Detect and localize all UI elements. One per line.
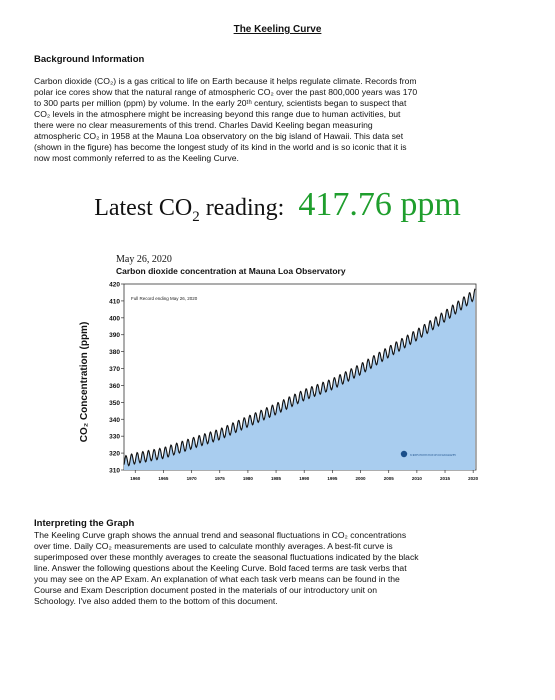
y-axis-label: CO₂ Concentration (ppm): [79, 321, 90, 443]
logo-text: SCRIPPS INSTITUTION OF OCEANOGRAPHY: [410, 453, 457, 457]
background-line: there were no clear measurements of this trend. Charles David Keeling began measuring: [34, 120, 373, 130]
interpreting-line: superimposed over these monthly averages to create the seasonal fluctuations indicated by the black: [34, 552, 419, 562]
chart-title: Carbon dioxide concentration at Mauna Loa Observatory: [116, 266, 346, 276]
y-tick-label: 350: [109, 399, 120, 407]
y-tick-label: 340: [109, 416, 120, 424]
y-tick-label: 410: [109, 298, 120, 306]
x-tick-label: 1965: [158, 476, 169, 481]
background-line: (shown in the figure) has become the longest study of its kind in the world and is so iconic that it is: [34, 142, 407, 152]
background-line: Carbon dioxide (CO₂) is a gas critical to life on Earth because it helps regulate climate. Records from: [34, 76, 417, 86]
interpreting-line: line. Answer the following questions about the Keeling Curve. Bold faced terms are task verbs that: [34, 563, 407, 573]
x-tick-label: 1975: [214, 476, 225, 481]
x-tick-label: 1990: [299, 476, 310, 481]
latest-reading-value: 417.76 ppm: [298, 186, 461, 223]
y-tick-label: 310: [109, 467, 120, 475]
background-paragraph: [34, 76, 524, 164]
latest-reading-label: [94, 195, 285, 225]
label-subscript: 2: [192, 208, 200, 225]
background-line: to 300 parts per million (ppm) by volume. In the early 20ᵗʰ century, scientists began to suspect that: [34, 98, 407, 108]
interpreting-paragraph: [34, 530, 524, 607]
y-tick-label: 330: [109, 433, 120, 441]
label-suffix: reading:: [199, 195, 285, 221]
x-tick-label: 1995: [327, 476, 338, 481]
y-tick-label: 360: [109, 382, 120, 390]
record-note: Full Record ending May 26, 2020: [131, 296, 198, 301]
interpreting-line: The Keeling Curve graph shows the annual trend and seasonal fluctuations in CO₂ concentrations: [34, 530, 407, 540]
interpreting-heading: Interpreting the Graph: [34, 518, 135, 529]
x-tick-label: 2015: [440, 476, 451, 481]
latest-reading-banner: [0, 186, 555, 226]
interpreting-line: over time. Daily CO₂ measurements are used to calculate monthly averages. A best-fit curve is: [34, 541, 393, 551]
label-prefix: Latest CO: [94, 195, 193, 221]
x-tick-label: 1960: [130, 476, 141, 481]
logo-globe-icon: [401, 451, 407, 457]
x-tick-label: 1980: [242, 476, 253, 481]
y-tick-label: 390: [109, 332, 120, 340]
y-tick-label: 420: [109, 281, 120, 289]
background-heading: Background Information: [34, 54, 145, 65]
background-line: now most commonly referred to as the Keeling Curve.: [34, 153, 239, 163]
background-line: atmospheric CO₂ in 1958 at the Mauna Loa observatory on the big island of Hawaii. This data set: [34, 131, 404, 141]
y-tick-label: 370: [109, 366, 120, 374]
x-tick-label: 2010: [411, 476, 422, 481]
interpreting-line: Schoology. I've also added them to the bottom of this document.: [34, 596, 278, 606]
keeling-curve-chart: [74, 276, 484, 488]
figure-date: May 26, 2020: [116, 254, 172, 265]
y-tick-label: 320: [109, 450, 120, 458]
background-line: CO₂ levels in the atmosphere might be increasing beyond this range due to human activities, but: [34, 109, 401, 119]
document-title: The Keeling Curve: [233, 24, 322, 35]
background-line: polar ice cores show that the natural range of atmospheric CO₂ over the past 800,000 years was 170: [34, 87, 418, 97]
x-tick-label: 1970: [186, 476, 197, 481]
x-tick-label: 2020: [468, 476, 479, 481]
x-tick-label: 2005: [383, 476, 394, 481]
y-tick-label: 380: [109, 349, 120, 357]
y-tick-label: 400: [109, 315, 120, 323]
x-tick-label: 2000: [355, 476, 366, 481]
interpreting-line: Course and Exam Description document posted in the materials of our introductory unit on: [34, 585, 377, 595]
x-tick-label: 1985: [271, 476, 282, 481]
interpreting-line: you may see on the AP Exam. An explanation of what each task verb means can be found in the: [34, 574, 400, 584]
